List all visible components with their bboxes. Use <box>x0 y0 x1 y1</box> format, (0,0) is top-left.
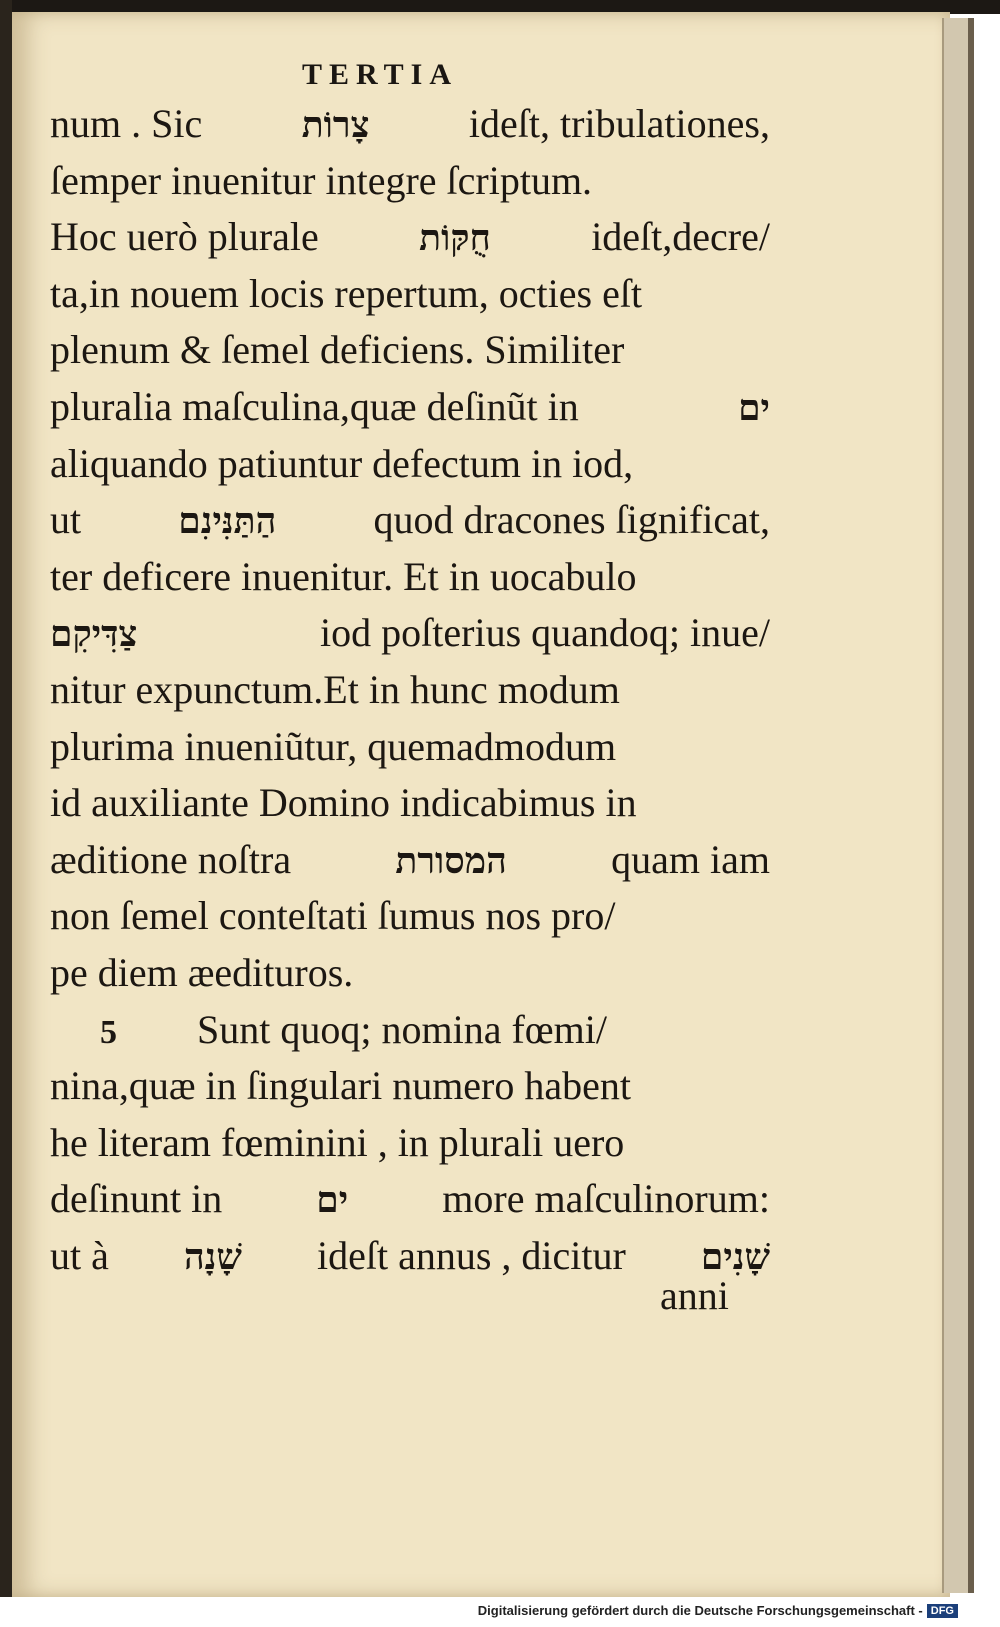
text-line <box>50 270 770 326</box>
hebrew-word: חֻקּוֹת <box>419 217 491 260</box>
latin-text: plurima inueniũtur, quemadmodum <box>50 723 617 769</box>
latin-text: quam iam <box>611 836 770 882</box>
book-spine <box>0 0 12 1600</box>
hebrew-word: צָרוֹת <box>301 104 370 146</box>
hebrew-word: צַדִּיקִם <box>50 613 138 656</box>
hebrew-word: שָׁנִים <box>700 1236 770 1278</box>
text-line <box>50 326 770 382</box>
running-head: TERTIA <box>302 58 458 91</box>
text-line <box>50 553 770 609</box>
latin-text: deſinunt in <box>50 1176 223 1222</box>
text-line <box>50 779 770 835</box>
latin-text: pe diem æedituros. <box>50 950 354 995</box>
text-line <box>50 836 770 892</box>
latin-text: aliquando patiuntur defectum in iod, <box>50 440 634 486</box>
latin-text: nina,quæ in ſingulari numero habent <box>50 1063 631 1109</box>
page-edge-shadow <box>968 18 974 1593</box>
latin-text: ſemper inuenitur integre ſcriptum. <box>50 157 593 203</box>
catchword: anni <box>660 1273 729 1318</box>
text-line <box>50 496 770 552</box>
latin-text: more maſculinorum: <box>442 1176 770 1222</box>
latin-text: non ſemel conteſtati ſumus nos pro/ <box>50 893 616 939</box>
text-line <box>50 892 770 948</box>
hebrew-word: ים <box>316 1179 349 1222</box>
latin-text: nitur expunctum.Et in hunc modum <box>50 667 620 712</box>
latin-text: ideſt, tribulationes, <box>468 101 770 146</box>
text-line <box>50 1175 770 1231</box>
latin-text: ideſt annus , dicitur <box>316 1233 626 1278</box>
text-line <box>50 440 770 496</box>
latin-text: plenum & ſemel deficiens. Similiter <box>50 327 625 373</box>
latin-text: ut à <box>50 1233 109 1278</box>
text-line <box>50 1062 770 1118</box>
text-line <box>50 1006 770 1062</box>
credit-text: Digitalisierung gefördert durch die Deutsche Forschungsgemeinschaft - <box>477 1603 923 1618</box>
latin-text: pluralia maſculina,quæ deſinũt in <box>50 384 579 429</box>
dfg-logo: DFG <box>927 1604 958 1618</box>
text-line <box>50 213 770 269</box>
text-line <box>50 157 770 213</box>
latin-text: quod dracones ſignificat, <box>373 497 770 543</box>
hebrew-word: שָׁנָה <box>183 1236 242 1278</box>
latin-text: Hoc uerò plurale <box>50 214 319 260</box>
text-line <box>50 1119 770 1175</box>
text-line <box>50 666 770 722</box>
latin-text: ideſt,decre/ <box>591 214 770 260</box>
latin-text: iod poſterius quandoq; inue/ <box>320 610 770 656</box>
text-line <box>50 383 770 439</box>
paragraph-number: 5 <box>100 1013 117 1051</box>
text-line <box>50 723 770 779</box>
hebrew-word: המסורת <box>395 839 507 882</box>
digitization-credit <box>478 1603 958 1618</box>
hebrew-word: הַתַּנִּינִם <box>178 500 277 543</box>
text-line <box>50 949 770 1005</box>
latin-text: ut <box>50 497 82 543</box>
hebrew-word: ים <box>738 387 770 429</box>
latin-text: ter deficere inuenitur. Et in uocabulo <box>50 553 637 599</box>
latin-text: æditione noſtra <box>50 836 292 882</box>
latin-text: num . Sic <box>50 101 203 146</box>
latin-text: he literam fœminini , in plurali uero <box>50 1119 625 1165</box>
text-line <box>50 100 770 156</box>
latin-text: id auxiliante Domino indicabimus in <box>50 780 637 826</box>
text-line <box>50 609 770 665</box>
latin-text: Sunt quoq; nomina fœmi/ <box>197 1006 607 1052</box>
latin-text: ta,in nouem locis repertum, octies eſt <box>50 270 643 316</box>
